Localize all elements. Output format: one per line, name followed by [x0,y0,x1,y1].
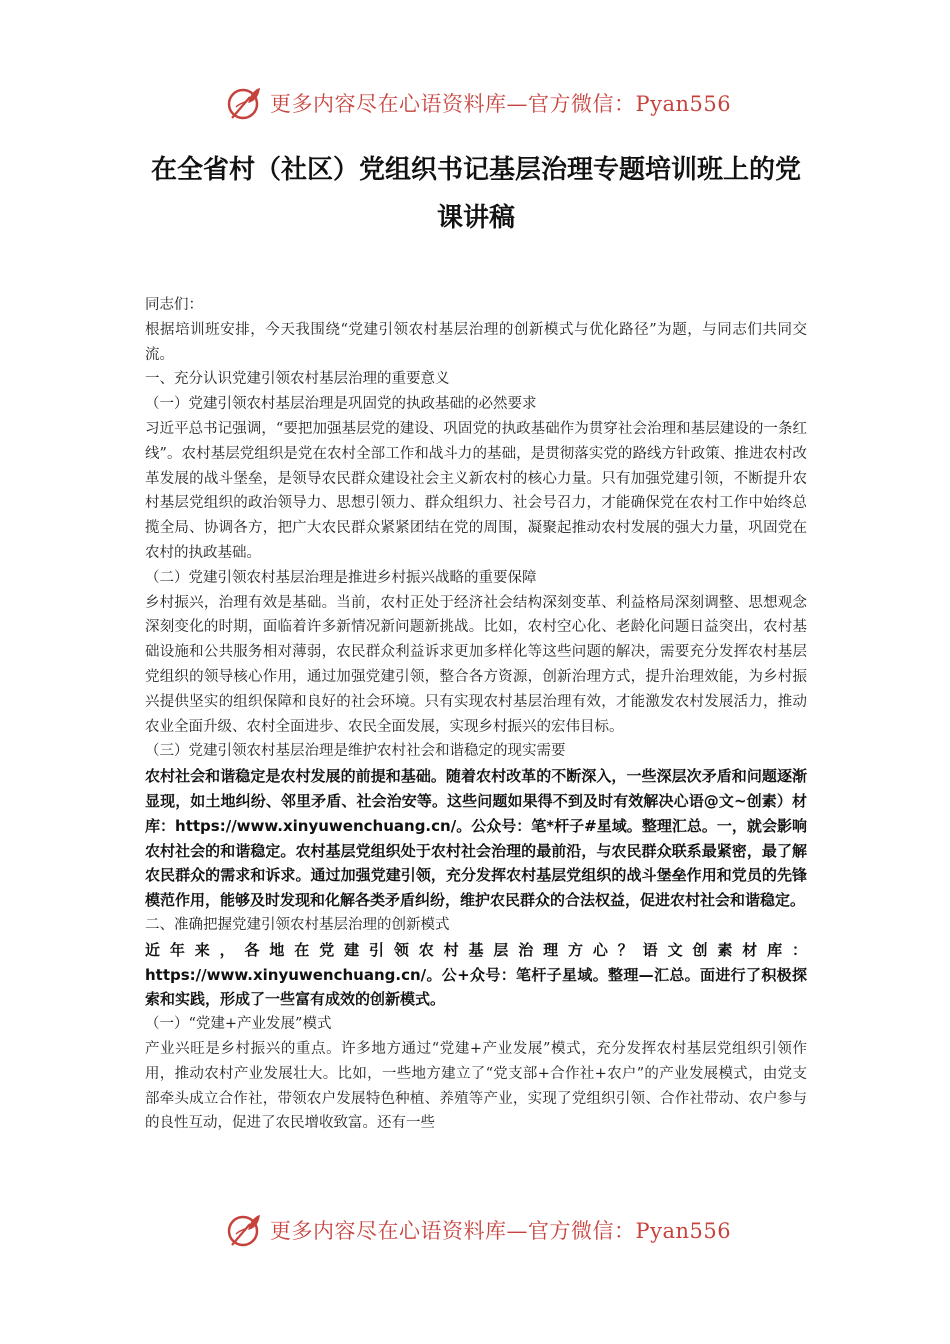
watermark-text: 更多内容尽在心语资料库—官方微信：Pyan556 [270,92,732,116]
body-paragraph: 乡村振兴，治理有效是基础。当前，农村正处于经济社会结构深刻变革、利益格局深刻调整、思想观念深刻变化的时期，面临着许多新情况新问题新挑战。比如，农村空心化、老龄化问题日益突出，农村基础设施和公共服务相对薄弱，农民群众利益诉求更加多样化等这些问题的解决，需要充分发挥农村基层党组织的领导核心作用，通过加强党建引领，整合各方资源，创新治理方式，提升治理效能，为乡村振兴提供坚实的组织保障和良好的社会环境。只有实现农村基层治理有效，才能激发农村发展活力，推动农业全面升级、农村全面进步、农民全面发展，实现乡村振兴的宏伟目标。 [145,594,807,735]
quill-logo-icon [226,1212,262,1248]
document-body [145,293,807,1136]
subsection-heading-1-2: （二）党建引领农村基层治理是推进乡村振兴战略的重要保障 [145,569,537,586]
document-title: 在全省村（社区）党组织书记基层治理专题培训班上的党课讲稿 [150,155,801,233]
subsection-heading-1-1: （一）党建引领农村基层治理是巩固党的执政基础的必然要求 [145,396,537,413]
subsection-heading-1-3: （三）党建引领农村基层治理是维护农村社会和谐稳定的现实需要 [145,743,566,760]
watermark-text: 更多内容尽在心语资料库—官方微信：Pyan556 [270,1219,732,1243]
watermark-header [226,85,731,121]
intro-paragraph: 根据培训班安排，今天我围绕“党建引领农村基层治理的创新模式与优化路径”为题，与同志们共同交流。 [145,321,807,363]
watermark-footer [226,1212,731,1248]
section-heading-1: 一、充分认识党建引领农村基层治理的重要意义 [145,371,450,388]
salutation: 同志们： [145,297,203,313]
subsection-heading-2-1: （一）“党建+产业发展”模式 [145,1016,332,1033]
body-paragraph: 近年来，各地在党建引领农村基层治理方心？语文创素材库：https://www.xinyuwenchuang.cn/。公+众号：笔杆子星域。整理—汇总。面进行了积极探索和实践，形成了一些富有成效的创新模式。 [145,940,807,1009]
quill-logo-icon [226,85,262,121]
body-paragraph: 产业兴旺是乡村振兴的重点。许多地方通过“党建+产业发展”模式，充分发挥农村基层党组织引领作用，推动农村产业发展壮大。比如，一些地方建立了“党支部+合作社+农户”的产业发展模式，由党支部牵头成立合作社，带领农户发展特色种植、养殖等产业，实现了党组织引领、合作社带动、农户参与的良性互动，促进了农民增收致富。还有一些 [145,1040,807,1132]
section-heading-2: 二、准确把握党建引领农村基层治理的创新模式 [145,916,450,933]
body-paragraph: 习近平总书记强调，“要把加强基层党的建设、巩固党的执政基础作为贯穿社会治理和基层建设的一条红线”。农村基层党组织是党在农村全部工作和战斗力的基础，是贯彻落实党的路线方针政策、推进农村改革发展的战斗堡垒，是领导农民群众建设社会主义新农村的核心力量。只有加强党建引领，不断提升农村基层党组织的政治领导力、思想引领力、群众组织力、社会号召力，才能确保党在农村工作中始终总揽全局、协调各方，把广大农民群众紧紧团结在党的周围，凝聚起推动农村发展的强大力量，巩固党在农村的执政基础。 [145,420,807,561]
body-paragraph: 农村社会和谐稳定是农村发展的前提和基础。随着农村改革的不断深入，一些深层次矛盾和问题逐渐显现，如土地纠纷、邻里矛盾、社会治安等。这些问题如果得不到及时有效解决心语@文~创素）材库：https://www.xinyuwenchuang.cn/。公众号：笔*杆子#星域。整理汇总。一，就会影响农村社会的和谐稳定。农村基层党组织处于农村社会治理的最前沿，与农民群众联系最紧密，最了解农民群众的需求和诉求。通过加强党建引领，充分发挥农村基层党组织的战斗堡垒作用和党员的先锋模范作用，能够及时发现和化解各类矛盾纠纷，维护农民群众的合法权益，促进农村社会和谐稳定。 [145,767,807,910]
